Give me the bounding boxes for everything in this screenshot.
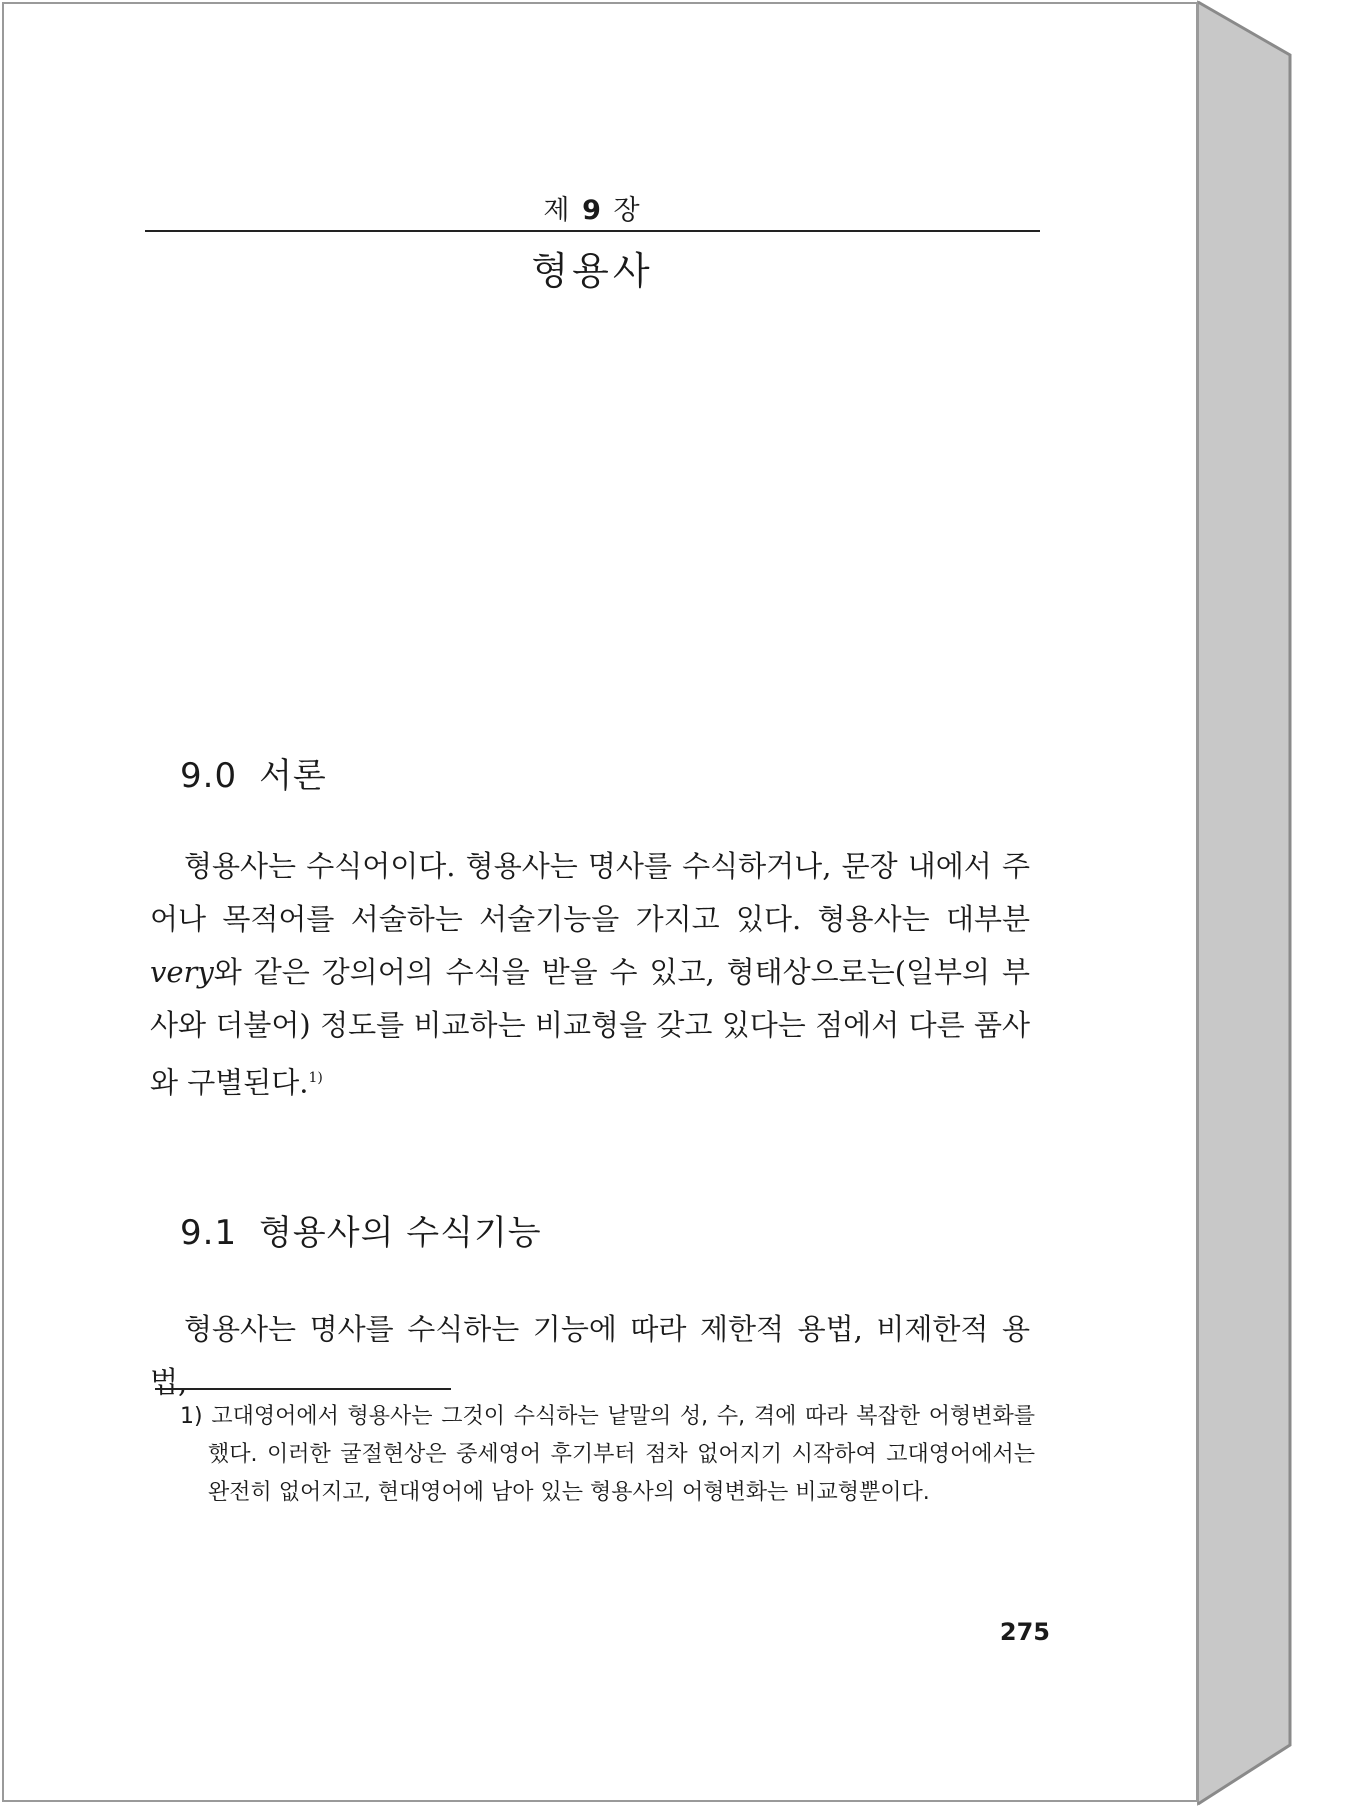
- section-title: 형용사의 수식기능: [259, 1213, 542, 1253]
- chapter-label-prefix: 제: [543, 195, 572, 226]
- chapter-divider: [145, 230, 1040, 232]
- chapter-number: 9: [582, 195, 603, 226]
- page-number: 275: [999, 1618, 1050, 1646]
- paragraph-italic-word: very: [150, 955, 214, 989]
- footnote-divider: [155, 1388, 451, 1390]
- section-number: 9.0: [180, 756, 238, 796]
- footnote-text: 고대영어에서 형용사는 그것이 수식하는 낱말의 성, 수, 격에 따라 복잡한 어형변화를 했다. 이러한 굴절현상은 중세영어 후기부터 점차 없어지기 시작하여 고대영어에서는 완전히 없어지고, 현대영어에 남아 있는 형용사의 어형변화는 비교형뿐이다.: [208, 1404, 1035, 1505]
- footnote-reference[interactable]: 1): [308, 1070, 323, 1086]
- paragraph-text: 형용사는 수식어이다. 형용사는 명사를 수식하거나, 문장 내에서 주어나 목적어를 서술하는 서술기능을 가지고 있다. 형용사는 대부분: [150, 849, 1030, 936]
- section-title: 서론: [259, 756, 327, 796]
- paragraph-text-rest: 와 같은 강의어의 수식을 받을 수 있고, 형태상으로는(일부의 부사와 더불어) 정도를 비교하는 비교형을 갖고 있다는 점에서 다른 품사와 구별된다.: [150, 955, 1030, 1100]
- section-heading-intro: [180, 748, 327, 797]
- intro-paragraph: [150, 840, 1030, 1110]
- chapter-label: [145, 188, 1040, 227]
- footnote-marker: 1): [180, 1404, 203, 1429]
- section-heading-modifier-function: [180, 1205, 542, 1254]
- chapter-title: 형용사: [531, 249, 654, 293]
- footnote: [180, 1398, 1035, 1512]
- section-number: 9.1: [180, 1213, 238, 1253]
- chapter-label-suffix: 장: [613, 195, 642, 226]
- modifier-paragraph: 형용사는 명사를 수식하는 기능에 따라 제한적 용법, 비제한적 용법,: [150, 1312, 1030, 1399]
